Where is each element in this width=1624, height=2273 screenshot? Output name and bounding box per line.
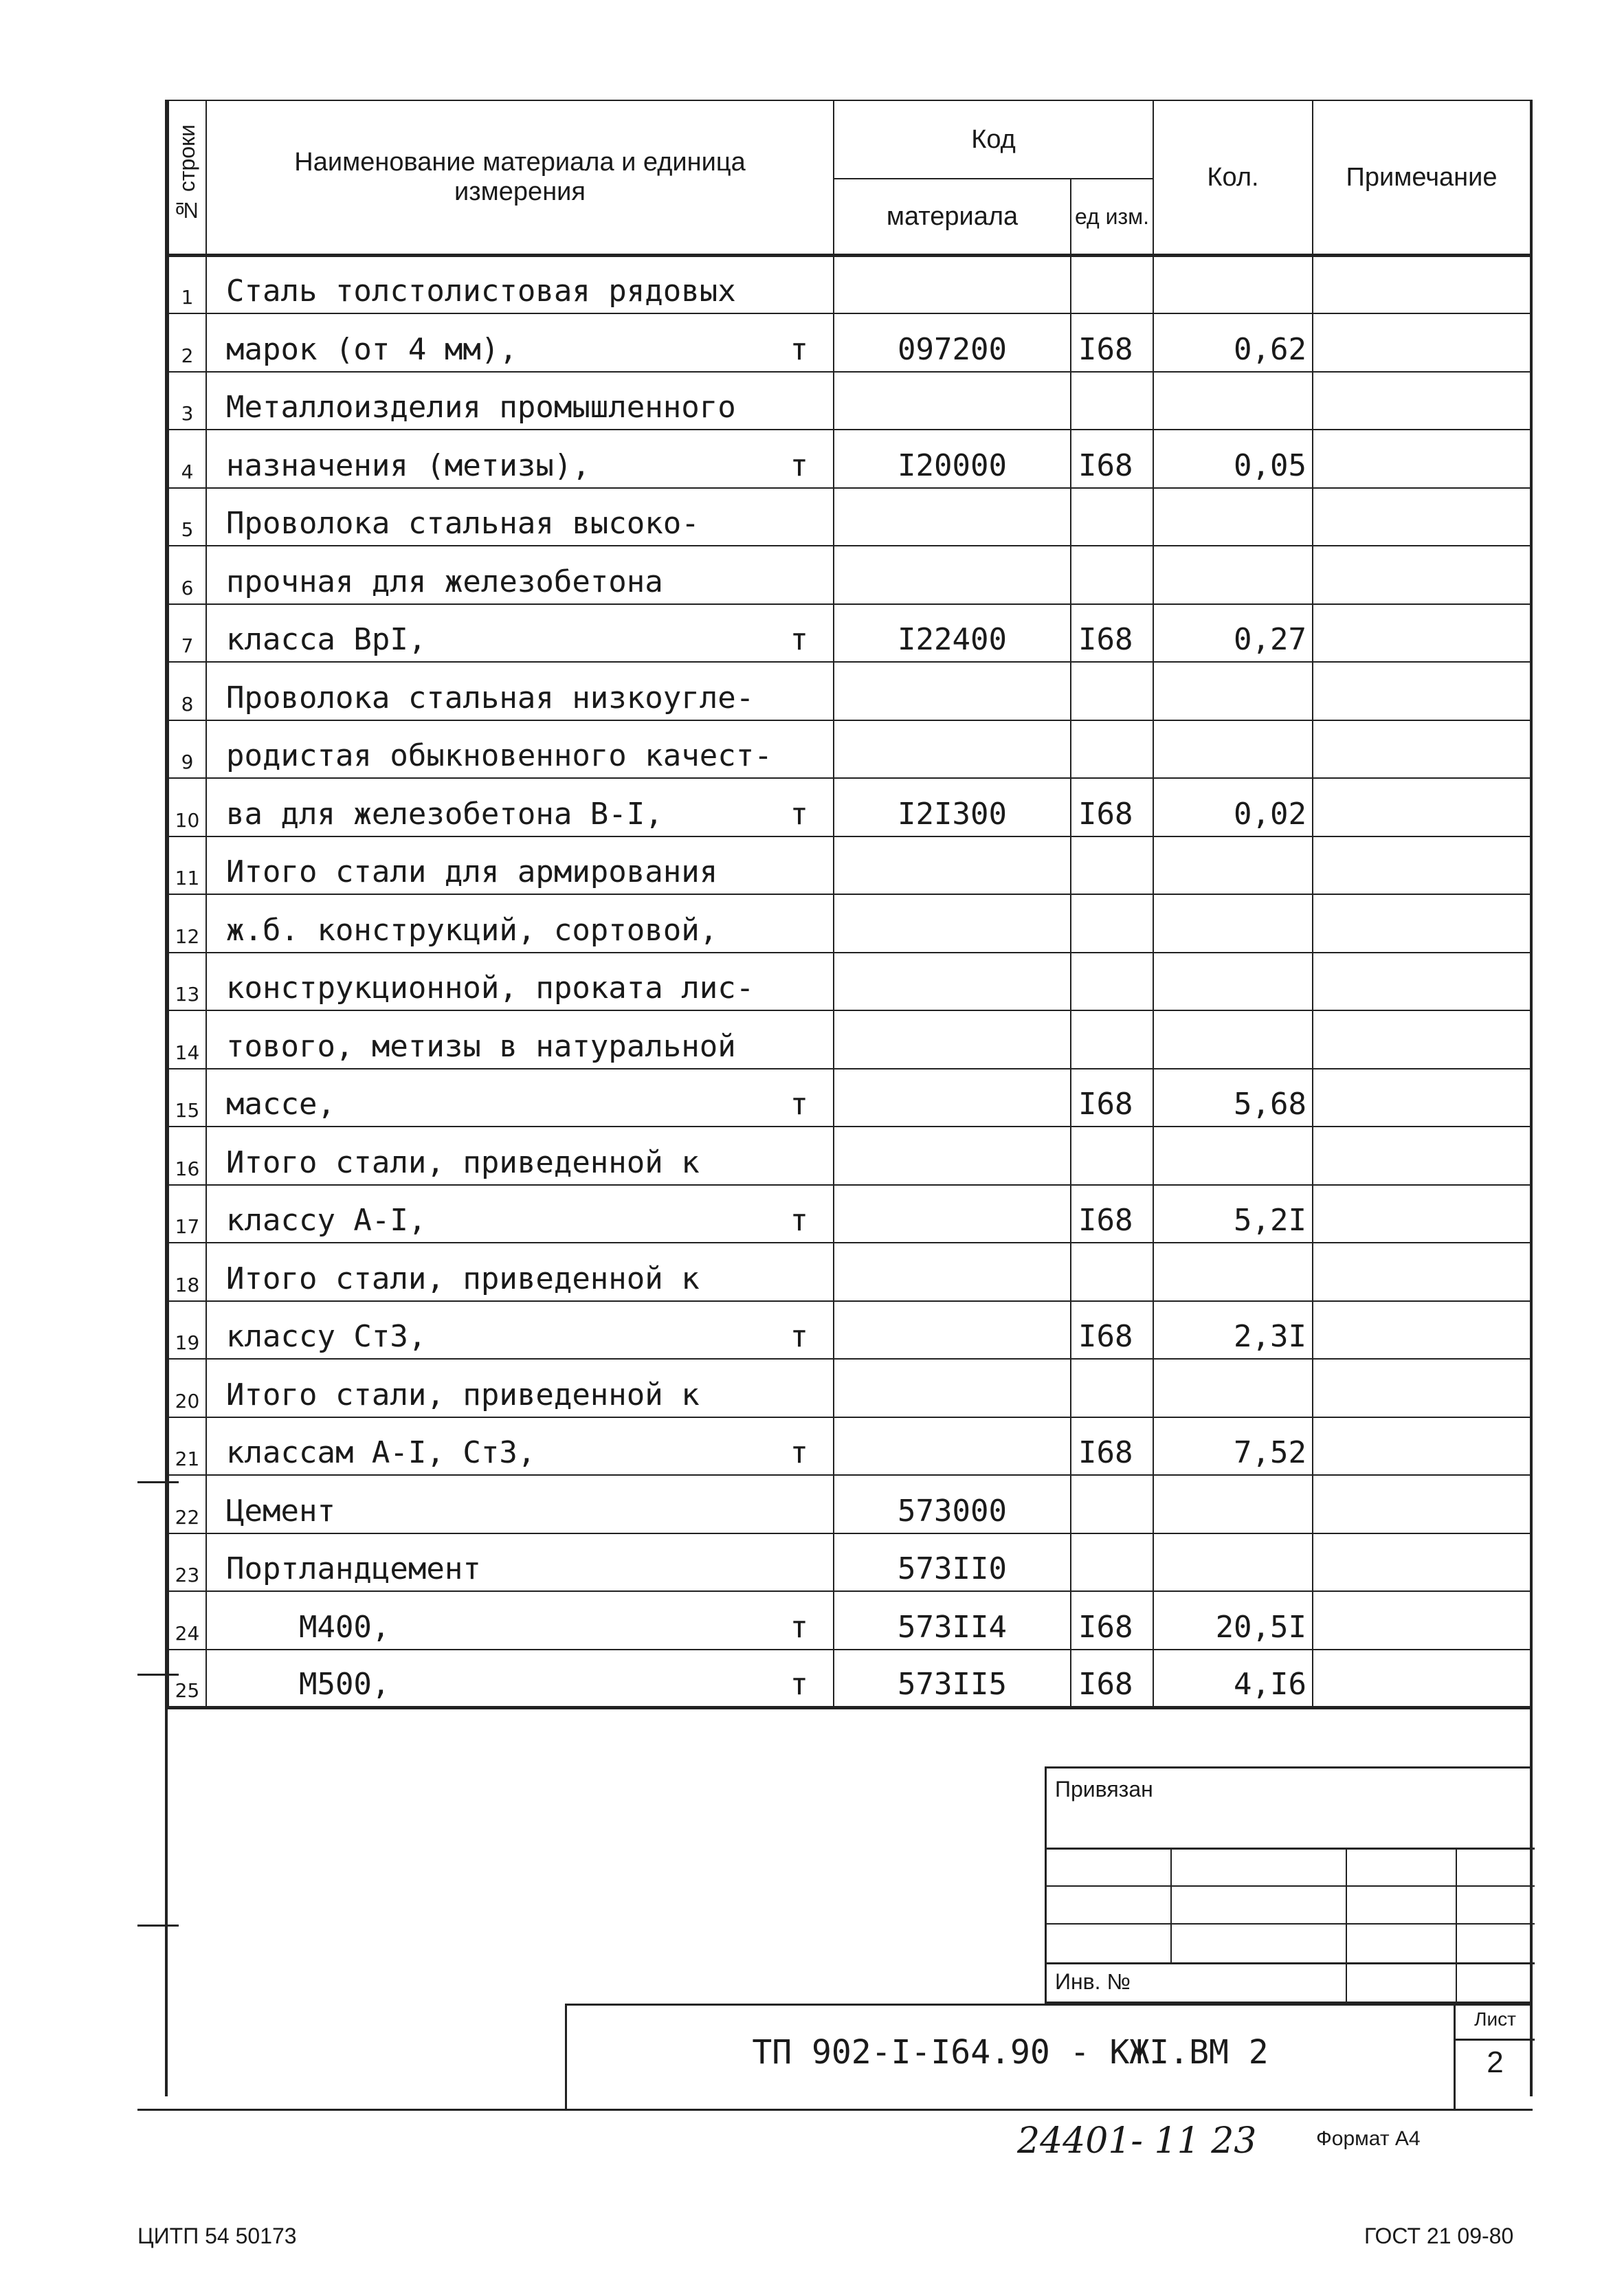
unit-of-measure: т [790, 1203, 808, 1238]
material-name-text: Итого стали, приведенной к [226, 1261, 700, 1296]
material-code [834, 894, 1071, 953]
quantity [1153, 1533, 1313, 1592]
material-name [206, 1591, 834, 1650]
table-row [168, 546, 1531, 604]
table-row [168, 1359, 1531, 1417]
note [1313, 1069, 1531, 1127]
footer-standard: ГОСТ 21 09-80 [1364, 2224, 1514, 2248]
material-name-text: назначения (метизы), [226, 447, 590, 483]
unit-code [1071, 372, 1153, 430]
unit-of-measure: т [790, 447, 808, 483]
table-row [168, 1475, 1531, 1533]
margin-tick [137, 1674, 179, 1676]
quantity: 7,52 [1153, 1417, 1313, 1476]
unit-code [1071, 1127, 1153, 1185]
material-name-text: марок (от 4 мм), [226, 331, 518, 367]
material-name [206, 1533, 834, 1592]
material-name [206, 1475, 834, 1533]
unit-of-measure: т [790, 1666, 808, 1702]
material-name-text: Итого стали для армирования [226, 854, 718, 889]
row-number: 18 [168, 1243, 206, 1301]
margin-tick [137, 1481, 179, 1483]
material-code [834, 1185, 1071, 1243]
note [1313, 953, 1531, 1011]
quantity: 0,27 [1153, 604, 1313, 663]
unit-code [1071, 720, 1153, 779]
sheet-cell [1454, 2006, 1535, 2110]
unit-code [1071, 256, 1153, 314]
material-name-text: прочная для железобетона [226, 564, 663, 599]
row-number: 11 [168, 836, 206, 895]
table-row [168, 430, 1531, 488]
header-note: Примечание [1313, 100, 1531, 256]
material-name-text: Итого стали, приведенной к [226, 1377, 700, 1412]
material-code [834, 488, 1071, 546]
unit-code [1071, 953, 1153, 1011]
table-row [168, 1185, 1531, 1243]
quantity: 0,62 [1153, 313, 1313, 372]
material-name-text: массе, [226, 1087, 335, 1122]
material-name-text: тового, метизы в натуральной [226, 1028, 736, 1064]
material-name [206, 1243, 834, 1301]
material-name-text: конструкционной, проката лис- [226, 971, 755, 1006]
note [1313, 488, 1531, 546]
header-code-group: Код [834, 100, 1153, 179]
header-qty: Кол. [1153, 100, 1313, 256]
table-row [168, 372, 1531, 430]
material-name-text: Проволока стальная высоко- [226, 506, 700, 541]
unit-code [1071, 1475, 1153, 1533]
material-name [206, 1301, 834, 1360]
unit-code: I68 [1071, 313, 1153, 372]
title-block [565, 2004, 1533, 2110]
unit-code: I68 [1071, 1069, 1153, 1127]
row-number: 13 [168, 953, 206, 1011]
unit-code: I68 [1071, 1301, 1153, 1360]
material-code: I22400 [834, 604, 1071, 663]
table-row [168, 953, 1531, 1011]
row-number: 23 [168, 1533, 206, 1592]
table-row [168, 256, 1531, 314]
material-name [206, 488, 834, 546]
material-code: 097200 [834, 313, 1071, 372]
quantity [1153, 1010, 1313, 1069]
material-name-text: ва для железобетона В-I, [226, 796, 663, 832]
note [1313, 1127, 1531, 1185]
material-code [834, 1417, 1071, 1476]
quantity [1153, 662, 1313, 720]
note [1313, 836, 1531, 895]
material-code [834, 1301, 1071, 1360]
material-name-text: Проволока стальная низкоугле- [226, 680, 755, 716]
unit-code [1071, 1359, 1153, 1417]
row-number: 12 [168, 894, 206, 953]
material-name-text: Сталь толстолистовая рядовых [226, 274, 736, 309]
material-code [834, 720, 1071, 779]
note [1313, 546, 1531, 604]
header-row-number: № строки [168, 100, 206, 256]
table-row [168, 662, 1531, 720]
table-row [168, 1069, 1531, 1127]
row-number: 2 [168, 313, 206, 372]
unit-code [1071, 894, 1153, 953]
quantity [1153, 1475, 1313, 1533]
row-number: 7 [168, 604, 206, 663]
row-number: 20 [168, 1359, 206, 1417]
material-code: 573000 [834, 1475, 1071, 1533]
material-name [206, 546, 834, 604]
table-row [168, 604, 1531, 663]
material-name [206, 256, 834, 314]
unit-of-measure: т [790, 622, 808, 657]
material-name [206, 1417, 834, 1476]
table-row [168, 1591, 1531, 1650]
material-name [206, 953, 834, 1011]
material-code: I20000 [834, 430, 1071, 488]
quantity: 5,68 [1153, 1069, 1313, 1127]
quantity: 20,5I [1153, 1591, 1313, 1650]
material-name-text: Цемент [226, 1493, 335, 1529]
row-number: 3 [168, 372, 206, 430]
stamp-inv-label: Инв. № [1055, 1969, 1131, 1994]
note [1313, 1417, 1531, 1476]
material-name-text: М500, [226, 1666, 390, 1702]
quantity [1153, 720, 1313, 779]
note [1313, 256, 1531, 314]
material-code [834, 836, 1071, 895]
bottom-rule [137, 2109, 1533, 2111]
table-row [168, 1417, 1531, 1476]
margin-tick [137, 1925, 179, 1927]
stamp-attached-label: Привязан [1055, 1777, 1153, 1801]
row-number: 17 [168, 1185, 206, 1243]
material-code [834, 662, 1071, 720]
material-code [834, 372, 1071, 430]
material-name [206, 1069, 834, 1127]
quantity [1153, 372, 1313, 430]
material-name [206, 604, 834, 663]
unit-code: I68 [1071, 778, 1153, 836]
unit-of-measure: т [790, 796, 808, 832]
table-row [168, 1301, 1531, 1360]
unit-code: I68 [1071, 1185, 1153, 1243]
table-row [168, 894, 1531, 953]
attachment-stamp [1045, 1766, 1533, 2004]
unit-of-measure: т [790, 1087, 808, 1122]
quantity: 0,05 [1153, 430, 1313, 488]
material-name-text: М400, [226, 1609, 390, 1645]
note [1313, 372, 1531, 430]
quantity: 2,3I [1153, 1301, 1313, 1360]
material-name-text: Итого стали, приведенной к [226, 1144, 700, 1180]
sheet-number: 2 [1487, 2045, 1504, 2079]
material-name [206, 313, 834, 372]
row-number: 14 [168, 1010, 206, 1069]
material-code: 573II0 [834, 1533, 1071, 1592]
material-code [834, 1010, 1071, 1069]
note [1313, 720, 1531, 779]
row-number: 9 [168, 720, 206, 779]
material-name [206, 1010, 834, 1069]
material-name [206, 430, 834, 488]
sheet-label: Лист [1456, 2008, 1535, 2041]
table-row [168, 1533, 1531, 1592]
unit-of-measure: т [790, 331, 808, 367]
unit-code: I68 [1071, 1650, 1153, 1708]
unit-code [1071, 1533, 1153, 1592]
material-name-text: классу А-I, [226, 1203, 427, 1238]
unit-code: I68 [1071, 430, 1153, 488]
quantity: 0,02 [1153, 778, 1313, 836]
table-row [168, 720, 1531, 779]
material-name [206, 662, 834, 720]
material-name [206, 720, 834, 779]
quantity [1153, 256, 1313, 314]
material-name-text: ж.б. конструкций, сортовой, [226, 912, 718, 948]
note [1313, 313, 1531, 372]
unit-code [1071, 1243, 1153, 1301]
material-code: 573II5 [834, 1650, 1071, 1708]
header-code-material: материала [834, 179, 1071, 256]
unit-code [1071, 836, 1153, 895]
quantity: 4,I6 [1153, 1650, 1313, 1708]
material-code: I2I300 [834, 778, 1071, 836]
row-number: 16 [168, 1127, 206, 1185]
quantity [1153, 836, 1313, 895]
row-number: 6 [168, 546, 206, 604]
unit-code [1071, 546, 1153, 604]
material-name [206, 1185, 834, 1243]
quantity [1153, 953, 1313, 1011]
header-code-unit: ед изм. [1071, 179, 1153, 256]
note [1313, 1591, 1531, 1650]
material-name-text: классу Ст3, [226, 1319, 427, 1354]
row-number: 1 [168, 256, 206, 314]
table-row [168, 1127, 1531, 1185]
row-number: 4 [168, 430, 206, 488]
unit-code: I68 [1071, 1417, 1153, 1476]
material-code [834, 953, 1071, 1011]
material-name [206, 372, 834, 430]
note [1313, 1185, 1531, 1243]
row-number: 21 [168, 1417, 206, 1476]
material-code [834, 546, 1071, 604]
material-name-text: класса ВрI, [226, 622, 427, 657]
unit-code: I68 [1071, 604, 1153, 663]
note [1313, 1301, 1531, 1360]
material-name [206, 778, 834, 836]
row-number: 10 [168, 778, 206, 836]
quantity [1153, 1243, 1313, 1301]
note [1313, 1243, 1531, 1301]
quantity [1153, 488, 1313, 546]
note [1313, 778, 1531, 836]
material-code [834, 1127, 1071, 1185]
material-name-text: родистая обыкновенного качест- [226, 738, 772, 773]
format-label: Формат А4 [1316, 2127, 1421, 2150]
materials-table [168, 100, 1531, 1709]
note [1313, 604, 1531, 663]
quantity [1153, 894, 1313, 953]
material-name [206, 836, 834, 895]
note [1313, 1650, 1531, 1708]
material-name-text: Портландцемент [226, 1551, 481, 1586]
note [1313, 662, 1531, 720]
quantity: 5,2I [1153, 1185, 1313, 1243]
table-row [168, 1650, 1531, 1708]
row-number: 24 [168, 1591, 206, 1650]
quantity [1153, 1359, 1313, 1417]
handwritten-number: 24401- 11 23 [1017, 2120, 1257, 2162]
row-number: 22 [168, 1475, 206, 1533]
table-row [168, 778, 1531, 836]
note [1313, 1475, 1531, 1533]
document-code: ТП 902-I-I64.90 - КЖI.ВМ 2 [752, 2033, 1269, 2072]
quantity [1153, 1127, 1313, 1185]
material-code [834, 1243, 1071, 1301]
unit-of-measure: т [790, 1435, 808, 1470]
unit-of-measure: т [790, 1319, 808, 1354]
material-code [834, 1069, 1071, 1127]
material-code [834, 1359, 1071, 1417]
note [1313, 430, 1531, 488]
note [1313, 1359, 1531, 1417]
row-number: 8 [168, 662, 206, 720]
row-number: 5 [168, 488, 206, 546]
footer-left-code: ЦИТП 54 50173 [137, 2224, 297, 2248]
material-name-text: Металлоизделия промышленного [226, 390, 736, 425]
table-row [168, 836, 1531, 895]
unit-code [1071, 662, 1153, 720]
material-name [206, 894, 834, 953]
unit-code: I68 [1071, 1591, 1153, 1650]
material-name [206, 1359, 834, 1417]
table-row [168, 313, 1531, 372]
table-row [168, 1010, 1531, 1069]
material-code [834, 256, 1071, 314]
note [1313, 1533, 1531, 1592]
table-row [168, 488, 1531, 546]
table-row [168, 1243, 1531, 1301]
unit-code [1071, 488, 1153, 546]
unit-of-measure: т [790, 1609, 808, 1645]
row-number: 19 [168, 1301, 206, 1360]
note [1313, 894, 1531, 953]
material-name [206, 1650, 834, 1708]
row-number: 25 [168, 1650, 206, 1708]
unit-code [1071, 1010, 1153, 1069]
material-name-text: классам А-I, Ст3, [226, 1435, 536, 1470]
note [1313, 1010, 1531, 1069]
material-code: 573II4 [834, 1591, 1071, 1650]
material-name [206, 1127, 834, 1185]
quantity [1153, 546, 1313, 604]
header-name: Наименование материала и единица измерения [206, 100, 834, 256]
row-number: 15 [168, 1069, 206, 1127]
